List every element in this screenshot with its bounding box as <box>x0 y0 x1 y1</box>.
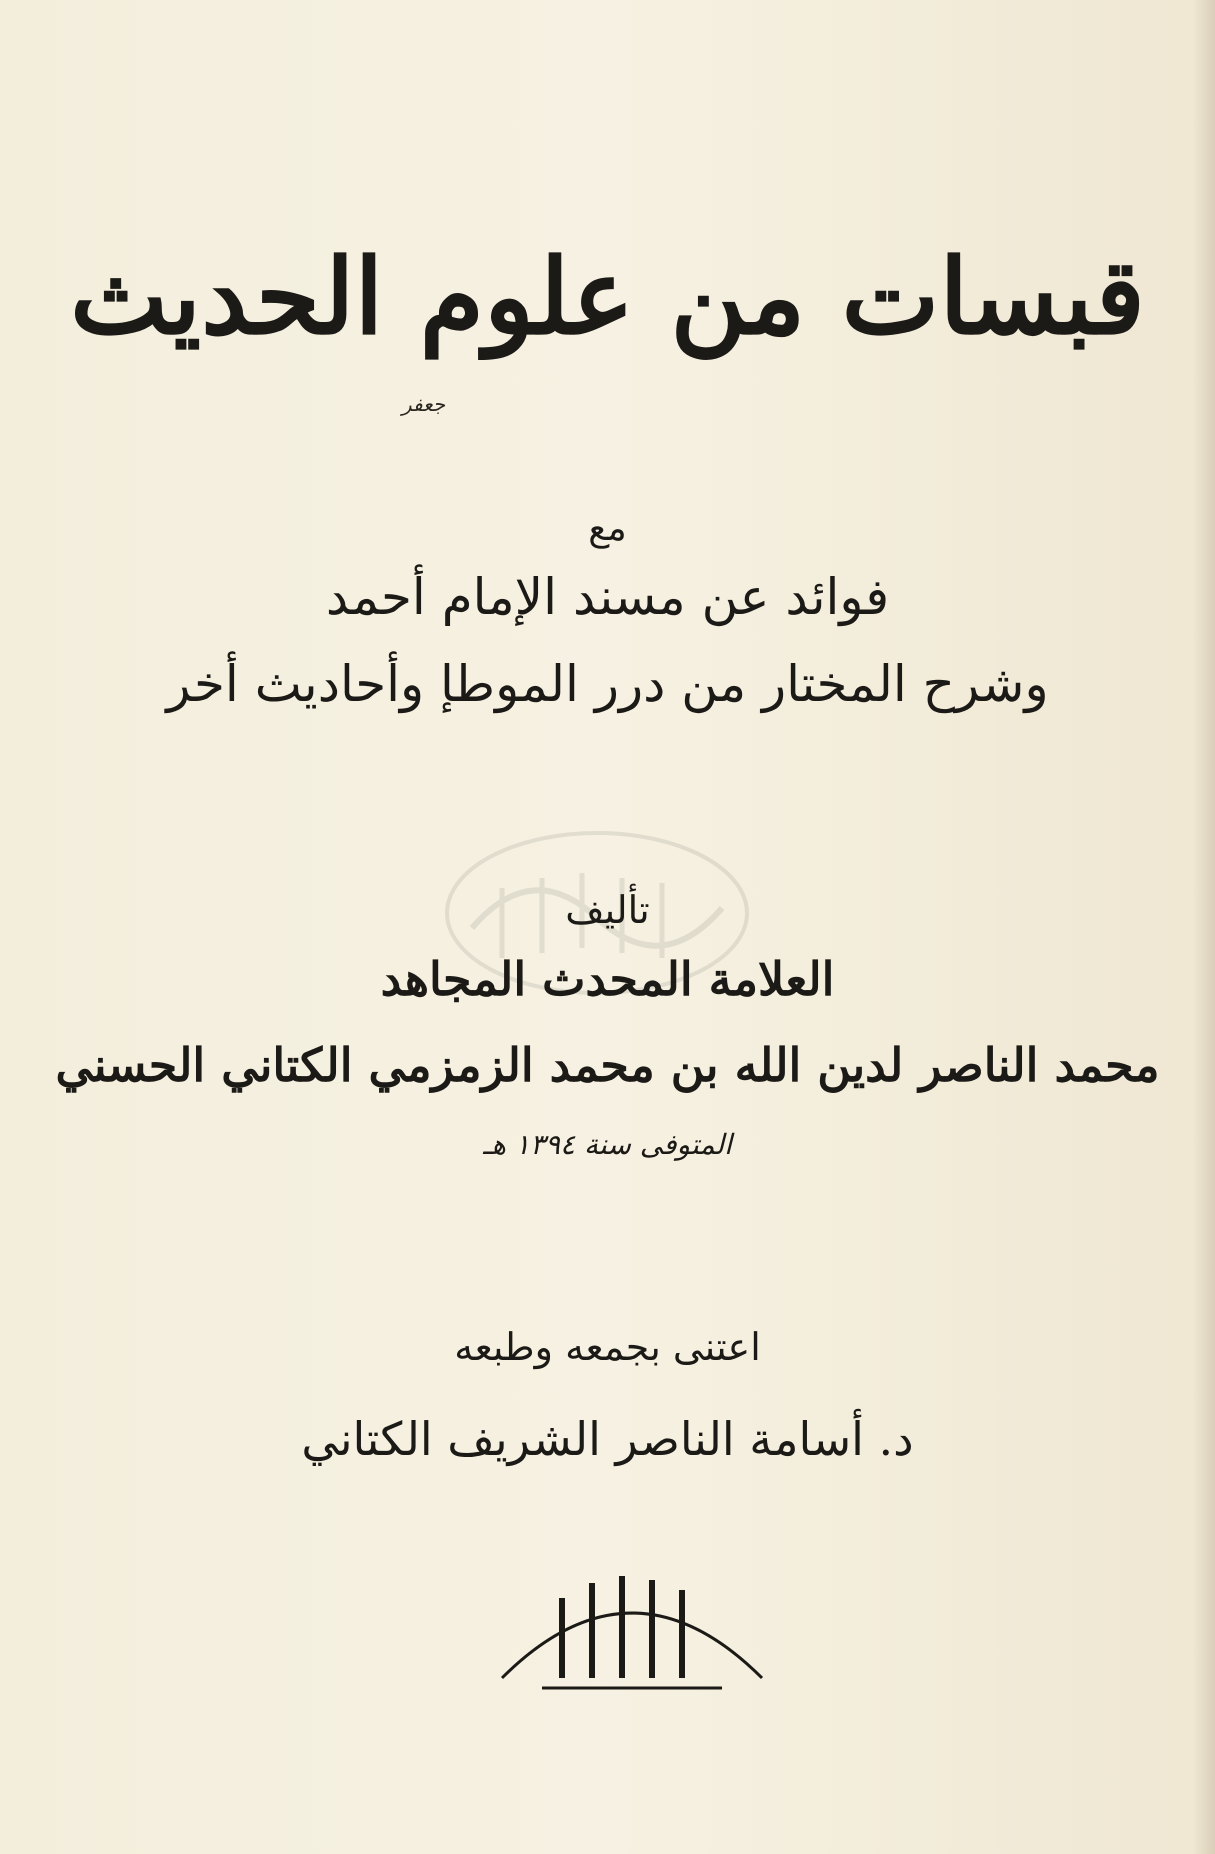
author-epithet: العلامة المحدث المجاهد <box>380 952 835 1006</box>
editor-name: د. أسامة الناصر الشريف الكتاني <box>301 1412 914 1466</box>
edited-by-label: اعتنى بجمعه وطبعه <box>454 1325 761 1369</box>
author-death-date: المتوفى سنة ١٣٩٤ هـ <box>483 1128 732 1161</box>
subtitle-line-1: فوائد عن مسند الإمام أحمد <box>325 568 890 626</box>
book-title: قبسات من علوم الحديث <box>70 235 1145 358</box>
authorship-label: تأليف <box>565 888 650 932</box>
subtitle-line-2: وشرح المختار من درر الموطإ وأحاديث أخر <box>166 655 1049 713</box>
connector-text: مع <box>588 508 627 549</box>
publisher-logo-emblem <box>482 1558 782 1708</box>
calligrapher-signature: جعفر <box>402 392 446 416</box>
author-name: محمد الناصر لدين الله بن محمد الزمزمي الكتاني الحسني <box>55 1038 1160 1092</box>
publisher-logo <box>482 1558 782 1708</box>
